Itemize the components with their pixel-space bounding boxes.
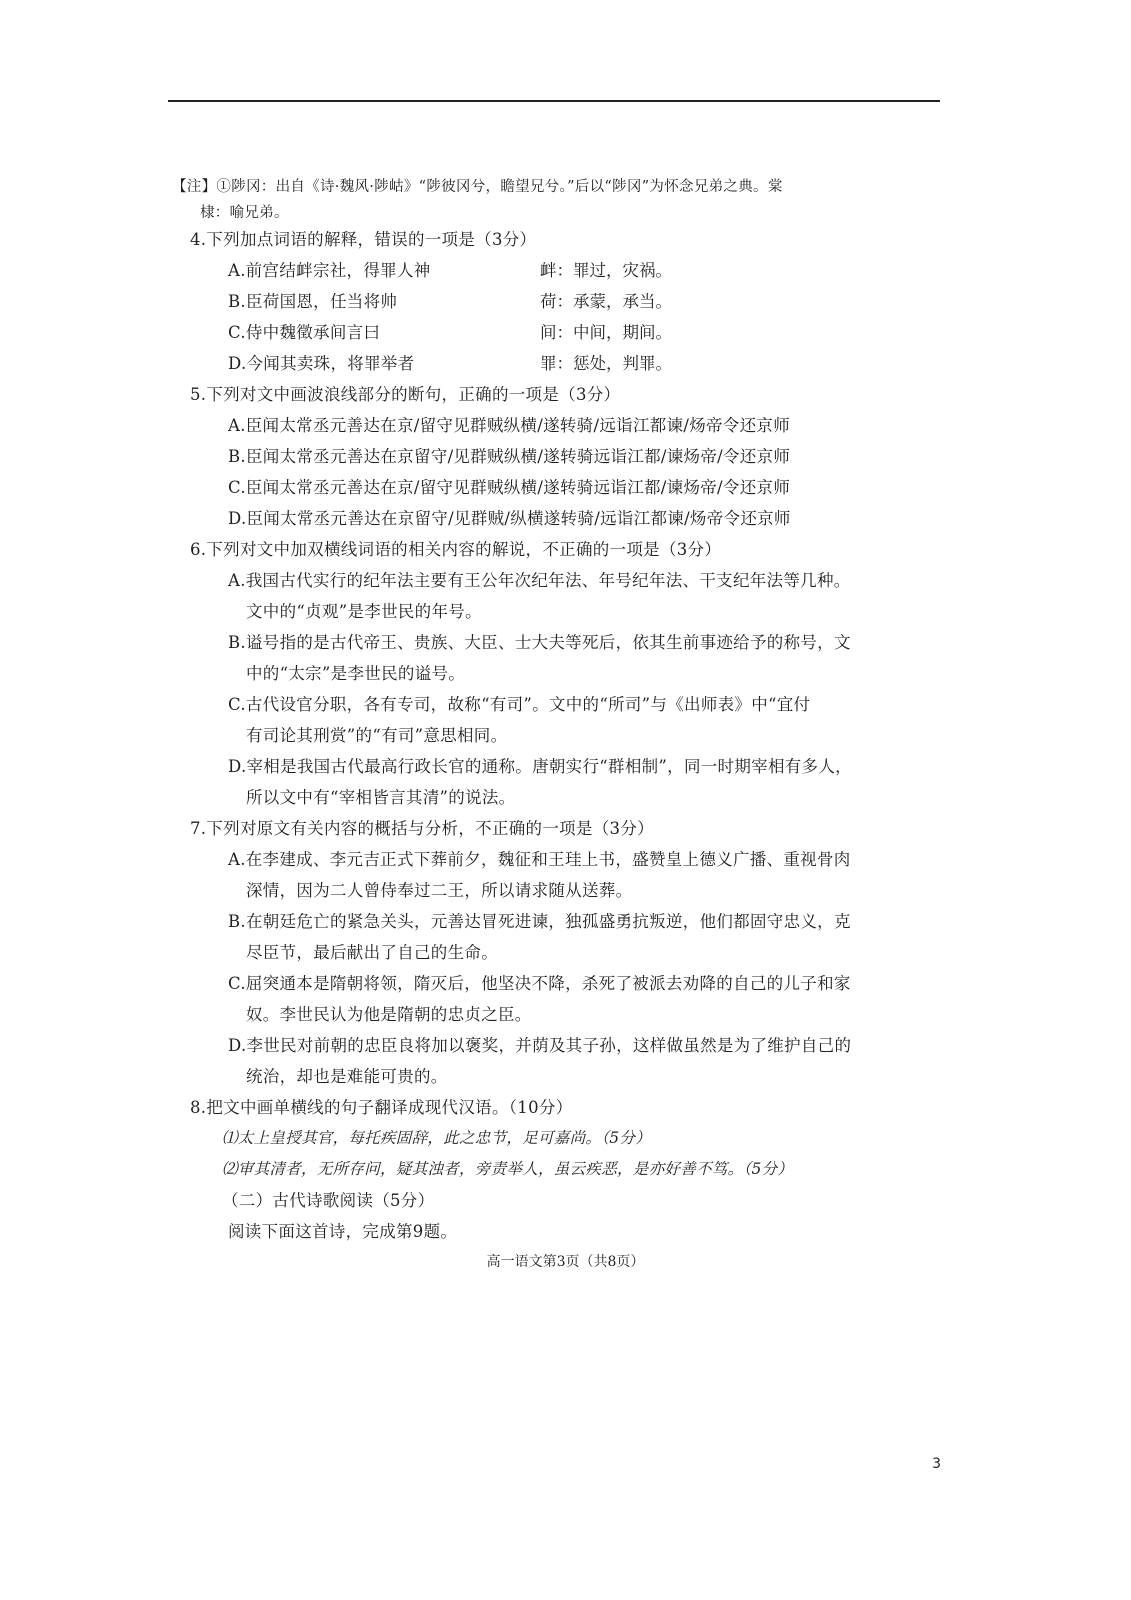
q7-option-c: C.屈突通本是隋朝将领，隋灭后，他坚决不降，杀死了被派去劝降的自己的儿子和家 [228, 974, 851, 993]
q4-option-a-gloss: 衅：罪过，灾祸。 [540, 261, 672, 280]
q7-option-b-cont: 尽臣节，最后献出了自己的生命。 [246, 943, 498, 962]
section-2-instruction: 阅读下面这首诗，完成第9题。 [228, 1222, 458, 1241]
q7-option-b: B.在朝廷危亡的紧急关头，元善达冒死进谏，独孤盛勇抗叛逆，他们都固守忠义，克 [228, 912, 851, 931]
q8-item-1: ⑴太上皇授其官，每托疾固辞，此之忠节，足可嘉尚。（5分） [222, 1129, 652, 1147]
page-number: 3 [932, 1456, 941, 1472]
top-rule [168, 100, 940, 102]
q7-option-a: A.在李建成、李元吉正式下葬前夕，魏征和王珪上书，盛赞皇上德义广播、重视骨肉 [228, 850, 851, 869]
q7-option-d: D.李世民对前朝的忠臣良将加以褒奖，并荫及其子孙，这样做虽然是为了维护自己的 [228, 1036, 852, 1055]
q5-option-b: B.臣闻太常丞元善达在京留守/见群贼纵横/遂转骑远诣江都/谏炀帝/令还京师 [228, 447, 791, 466]
q6-option-c-cont: 有司论其刑赏”的“有司”意思相同。 [246, 726, 508, 745]
note-line-2: 棣：喻兄弟。 [200, 205, 289, 221]
q4-option-a: A.前宫结衅宗社，得罪人神 [228, 261, 431, 280]
q5-option-a: A.臣闻太常丞元善达在京/留守见群贼纵横/遂转骑/远诣江都谏/炀帝令还京师 [228, 416, 790, 435]
q4-option-d: D.今闻其卖珠，将罪举者 [228, 354, 415, 373]
q4-option-c-gloss: 间：中间，期间。 [540, 323, 672, 342]
q6-option-d-cont: 所以文中有“宰相皆言其清”的说法。 [246, 788, 516, 807]
page-footer: 高一语文第3页（共8页） [486, 1254, 645, 1270]
q6-option-b: B.谥号指的是古代帝王、贵族、大臣、士大夫等死后，依其生前事迹给予的称号，文 [228, 633, 851, 652]
q4-option-c: C.侍中魏徵承间言曰 [228, 323, 381, 342]
q6-option-c: C.古代设官分职，各有专司，故称“有司”。文中的“所司”与《出师表》中“宜付 [228, 695, 811, 714]
question-7-stem: 7.下列对原文有关内容的概括与分析，不正确的一项是（3分） [190, 819, 654, 838]
note-line-1: 【注】①陟冈：出自《诗·魏风·陟岵》“陟彼冈兮，瞻望兄兮。”后以“陟冈”为怀念兄弟之典。棠 [172, 179, 783, 195]
question-5-stem: 5.下列对文中画波浪线部分的断句，正确的一项是（3分） [190, 385, 621, 404]
section-2-heading: （二）古代诗歌阅读（5分） [222, 1191, 435, 1210]
q6-option-a-cont: 文中的“贞观”是李世民的年号。 [246, 602, 482, 621]
q6-option-a: A.我国古代实行的纪年法主要有王公年次纪年法、年号纪年法、干支纪年法等几种。 [228, 571, 851, 590]
q8-item-2: ⑵审其清者，无所存问，疑其浊者，旁责举人，虽云疾恶，是亦好善不笃。（5分） [222, 1160, 794, 1178]
q7-option-c-cont: 奴。李世民认为他是隋朝的忠贞之臣。 [246, 1005, 532, 1024]
question-4-stem: 4.下列加点词语的解释，错误的一项是（3分） [190, 230, 537, 249]
q7-option-a-cont: 深情，因为二人曾侍奉过二王，所以请求随从送葬。 [246, 881, 633, 900]
q7-option-d-cont: 统治，却也是难能可贵的。 [246, 1067, 448, 1086]
q6-option-b-cont: 中的“太宗”是李世民的谥号。 [246, 664, 466, 683]
q4-option-b-gloss: 荷：承蒙，承当。 [540, 292, 672, 311]
q4-option-d-gloss: 罪：惩处，判罪。 [540, 354, 672, 373]
question-6-stem: 6.下列对文中加双横线词语的相关内容的解说，不正确的一项是（3分） [190, 540, 722, 559]
q5-option-c: C.臣闻太常丞元善达在京/留守见群贼纵横/遂转骑远诣江都/谏炀帝/令还京师 [228, 478, 791, 497]
q5-option-d: D.臣闻太常丞元善达在京留守/见群贼/纵横遂转骑/远诣江都谏/炀帝令还京师 [228, 509, 791, 528]
question-8-stem: 8.把文中画单横线的句子翻译成现代汉语。（10分） [190, 1098, 573, 1117]
q4-option-b: B.臣荷国恩，任当将帅 [228, 292, 398, 311]
q6-option-d: D.宰相是我国古代最高行政长官的通称。唐朝实行“群相制”，同一时期宰相有多人， [228, 757, 852, 776]
